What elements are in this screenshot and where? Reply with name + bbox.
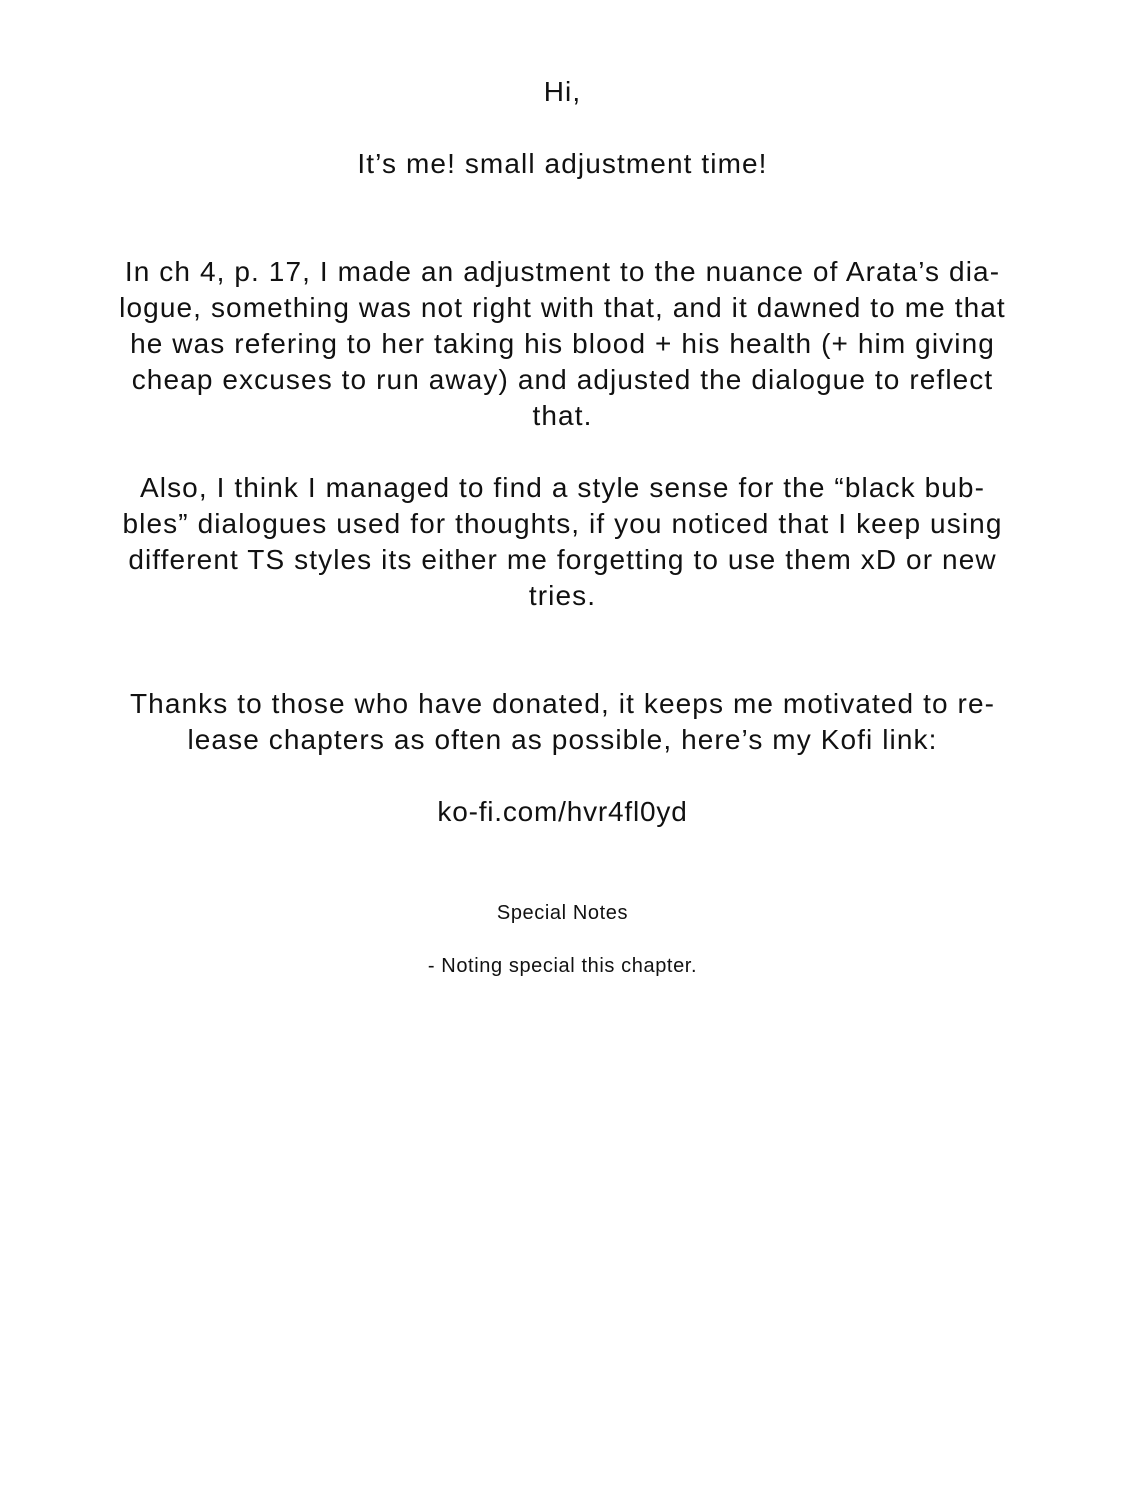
paragraph-line: he was refering to her taking his blood + his health (+ him giving	[130, 328, 995, 359]
greeting-text: Hi,	[543, 76, 582, 107]
paragraph-line: tries.	[528, 580, 597, 611]
paragraph-line: cheap excuses to run away) and adjusted the dialogue to reflect	[131, 364, 994, 395]
paragraph-line: different TS styles its either me forgetting to use them xD or new	[128, 544, 997, 575]
intro-text: It’s me! small adjustment time!	[357, 148, 768, 179]
paragraph-line: that.	[532, 400, 593, 431]
special-notes-item: - Noting special this chapter.	[427, 955, 698, 977]
paragraph-line: bles” dialogues used for thoughts, if you noticed that I keep using	[122, 508, 1003, 539]
paragraph-line: lease chapters as often as possible, here’s my Kofi link:	[187, 724, 938, 755]
paragraph-line: Thanks to those who have donated, it keeps me motivated to re-	[129, 688, 996, 719]
special-notes-heading: Special Notes	[496, 902, 629, 924]
paragraph-line: Also, I think I managed to find a style sense for the “black bub-	[139, 472, 986, 503]
paragraph-line: logue, something was not right with that, and it dawned to me that	[119, 292, 1006, 323]
paragraph-line: In ch 4, p. 17, I made an adjustment to the nuance of Arata’s dia-	[124, 256, 1001, 287]
kofi-link[interactable]: ko-fi.com/hvr4fl0yd	[437, 796, 688, 827]
